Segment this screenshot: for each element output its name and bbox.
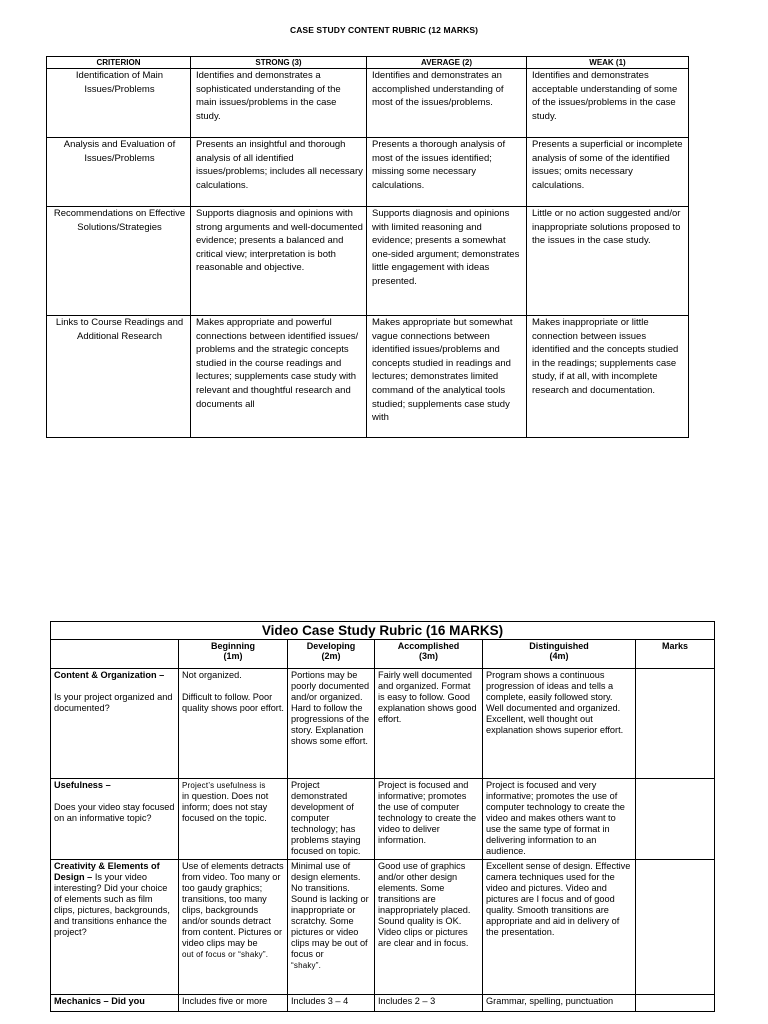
cell-text: Little or no action suggested and/or inappropriate solutions proposed to the issues in the case study. bbox=[532, 208, 681, 247]
criterion-cell bbox=[47, 138, 191, 207]
accomplished-cell bbox=[375, 669, 483, 779]
cell-text: Presents a superficial or incomplete analysis of some of the identified issues; omits necessary calculations. bbox=[532, 139, 683, 191]
category-title: Mechanics – Did you bbox=[54, 996, 145, 1006]
cell-text: Makes appropriate but somewhat vague connections between identified issues/problems and concepts studied in readings and lectures; demonstrates limited command of the analytical tools studied; supplements case study with bbox=[372, 317, 513, 424]
marks-cell bbox=[636, 779, 715, 860]
distinguished-cell bbox=[483, 779, 636, 860]
level-name: Beginning bbox=[211, 641, 255, 651]
developing-cell bbox=[288, 779, 375, 860]
header-beginning bbox=[179, 640, 288, 669]
strong-cell bbox=[191, 138, 367, 207]
case-study-content-rubric-table bbox=[46, 56, 689, 438]
header-criterion: CRITERION bbox=[47, 57, 191, 69]
cell-text: Includes five or more bbox=[182, 996, 268, 1006]
level-header-row bbox=[51, 640, 715, 669]
category-cell bbox=[51, 995, 179, 1012]
weak-cell bbox=[527, 316, 689, 438]
marks-cell bbox=[636, 995, 715, 1012]
cell-text: Includes 2 – 3 bbox=[378, 996, 436, 1006]
cell-text: Recommendations on Effective Solutions/Strategies bbox=[53, 208, 186, 233]
cell-text: in question. Does not inform; does not stay focused on the topic. bbox=[182, 791, 269, 823]
weak-cell bbox=[527, 207, 689, 316]
table-row bbox=[47, 138, 689, 207]
table-row bbox=[47, 316, 689, 438]
video-case-study-rubric-table bbox=[50, 621, 715, 1012]
header-row bbox=[47, 57, 689, 69]
cell-text: Identifies and demonstrates a sophisticated understanding of the main issues/problems in the case study. bbox=[196, 70, 341, 122]
cell-text: Project is focused and very informative; promotes the use of computer technology to create the video and makes others want to use the same type of format in delivering information to an audience. bbox=[486, 780, 625, 856]
title-row bbox=[51, 622, 715, 640]
developing-cell bbox=[288, 995, 375, 1012]
category-title: Creativity & Elements of Design – bbox=[54, 861, 160, 882]
level-name: Distinguished bbox=[529, 641, 589, 651]
cell-text: Minimal use of design elements. No transitions. Sound is lacking or inappropriate or scratchy. Some pictures or video clips may be out of focus or bbox=[291, 861, 369, 959]
level-marks: (2m) bbox=[321, 651, 341, 661]
cell-text: Difficult to follow. Poor quality shows poor effort. bbox=[182, 692, 284, 713]
marks-cell bbox=[636, 669, 715, 779]
cell-text: Portions may be poorly documented and/or organized. Hard to follow the progressions of the story. Explanation shows some effort. bbox=[291, 670, 370, 746]
table-row bbox=[51, 779, 715, 860]
cell-text: Project demonstrated development of computer technology; has problems staying focused on topic. bbox=[291, 780, 361, 856]
rubric-1-title: CASE STUDY CONTENT RUBRIC (12 MARKS) bbox=[289, 25, 479, 35]
level-name: Accomplished bbox=[397, 641, 460, 651]
rubric-2-title: Video Case Study Rubric (16 MARKS) bbox=[51, 622, 715, 640]
strong-cell bbox=[191, 207, 367, 316]
cell-text: out of focus or “shaky”. bbox=[182, 950, 269, 959]
cell-text: Fairly well documented and organized. Format is easy to follow. Good explanation shows good effort. bbox=[378, 670, 477, 724]
cell-text: Grammar, spelling, punctuation bbox=[486, 996, 614, 1006]
category-cell bbox=[51, 860, 179, 995]
table-row bbox=[51, 669, 715, 779]
cell-text: Good use of graphics and/or other design elements. Some transitions are inappropriately placed. Sound quality is OK. Video clips or pictures are clear and in focus. bbox=[378, 861, 471, 948]
category-cell bbox=[51, 669, 179, 779]
cell-text: “shaky”. bbox=[291, 961, 322, 970]
header-accomplished bbox=[375, 640, 483, 669]
distinguished-cell bbox=[483, 860, 636, 995]
category-title: Usefulness – bbox=[54, 780, 111, 790]
weak-cell bbox=[527, 138, 689, 207]
distinguished-cell bbox=[483, 669, 636, 779]
category-title: Content & Organization – bbox=[54, 670, 165, 680]
empty-header-cell bbox=[51, 640, 179, 669]
level-marks: (3m) bbox=[418, 651, 438, 661]
weak-cell bbox=[527, 69, 689, 138]
developing-cell bbox=[288, 669, 375, 779]
cell-text: Analysis and Evaluation of Issues/Problems bbox=[63, 139, 176, 164]
average-cell bbox=[367, 207, 527, 316]
cell-text: Identifies and demonstrates acceptable understanding of some of the issues/problems in the case study. bbox=[532, 70, 678, 122]
table-row bbox=[47, 69, 689, 138]
average-cell bbox=[367, 138, 527, 207]
cell-text: Makes inappropriate or little connection between issues identified and the concepts studied in the readings; supplements case study, if at all, with incomplete research and documentation. bbox=[532, 317, 679, 396]
cell-text: Not organized. bbox=[182, 670, 242, 680]
beginning-cell bbox=[179, 860, 288, 995]
average-cell bbox=[367, 69, 527, 138]
average-cell bbox=[367, 316, 527, 438]
category-question: Is your project organized and documented? bbox=[54, 692, 173, 713]
cell-text: Excellent sense of design. Effective camera techniques used for the video and pictures. Video and pictures are I focus and of good quality. Smooth transitions are appropriate and aid in delivery of the presentation. bbox=[486, 861, 631, 937]
accomplished-cell bbox=[375, 860, 483, 995]
developing-cell bbox=[288, 860, 375, 995]
level-name: Developing bbox=[306, 641, 356, 651]
cell-text: Presents a thorough analysis of most of the issues identified; missing some necessary calculations. bbox=[372, 139, 506, 191]
criterion-cell bbox=[47, 69, 191, 138]
table-row bbox=[51, 860, 715, 995]
strong-cell bbox=[191, 316, 367, 438]
cell-text: Links to Course Readings and Additional Research bbox=[55, 317, 184, 342]
header-developing bbox=[288, 640, 375, 669]
cell-text: Project is focused and informative; promotes the use of computer technology to create the video to deliver information. bbox=[378, 780, 477, 845]
header-weak: WEAK (1) bbox=[527, 57, 689, 69]
header-distinguished bbox=[483, 640, 636, 669]
beginning-cell bbox=[179, 995, 288, 1012]
cell-text: Project’s usefulness is bbox=[182, 781, 266, 790]
cell-text: Program shows a continuous progression of ideas and tells a complete, easily followed story. Well documented and organized. Excellent, well thought out explanation shows superior effort. bbox=[486, 670, 624, 735]
header-average: AVERAGE (2) bbox=[367, 57, 527, 69]
criterion-cell bbox=[47, 316, 191, 438]
accomplished-cell bbox=[375, 779, 483, 860]
cell-text: Makes appropriate and powerful connections between identified issues/ problems and the strategic concepts studied in the course readings and lectures; supplements case study with relevant and thoughtful research and documents all bbox=[196, 317, 359, 410]
table-row bbox=[51, 995, 715, 1012]
header-strong: STRONG (3) bbox=[191, 57, 367, 69]
table-row bbox=[47, 207, 689, 316]
cell-text: Presents an insightful and thorough analysis of all identified issues/problems; includes all necessary calculations. bbox=[196, 139, 363, 191]
level-marks: (4m) bbox=[549, 651, 569, 661]
cell-text: Supports diagnosis and opinions with strong arguments and well-documented evidence; presents a balanced and critical view; interpretation is both reasonable and objective. bbox=[196, 208, 363, 274]
cell-text: Use of elements detracts from video. Too many or too gaudy graphics; transitions, too many clips, backgrounds and/or sounds detract from content. Pictures or video clips may be bbox=[182, 861, 284, 948]
category-question: Is your video interesting? Did your choice of elements such as film clips, pictures, backgrounds, and transitions enhance the project? bbox=[54, 872, 170, 937]
strong-cell bbox=[191, 69, 367, 138]
beginning-cell bbox=[179, 669, 288, 779]
cell-text: Includes 3 – 4 bbox=[291, 996, 349, 1006]
header-marks: Marks bbox=[636, 640, 715, 669]
category-cell bbox=[51, 779, 179, 860]
beginning-cell bbox=[179, 779, 288, 860]
cell-text: Identifies and demonstrates an accomplished understanding of most of the issues/problems. bbox=[372, 70, 504, 109]
criterion-cell bbox=[47, 207, 191, 316]
distinguished-cell bbox=[483, 995, 636, 1012]
cell-text: Supports diagnosis and opinions with limited reasoning and evidence; presents a somewhat one-sided argument; demonstrates little engagement with ideas presented. bbox=[372, 208, 520, 287]
accomplished-cell bbox=[375, 995, 483, 1012]
marks-cell bbox=[636, 860, 715, 995]
cell-text: Identification of Main Issues/Problems bbox=[75, 70, 164, 95]
level-marks: (1m) bbox=[223, 651, 243, 661]
category-question: Does your video stay focused on an informative topic? bbox=[54, 802, 175, 823]
